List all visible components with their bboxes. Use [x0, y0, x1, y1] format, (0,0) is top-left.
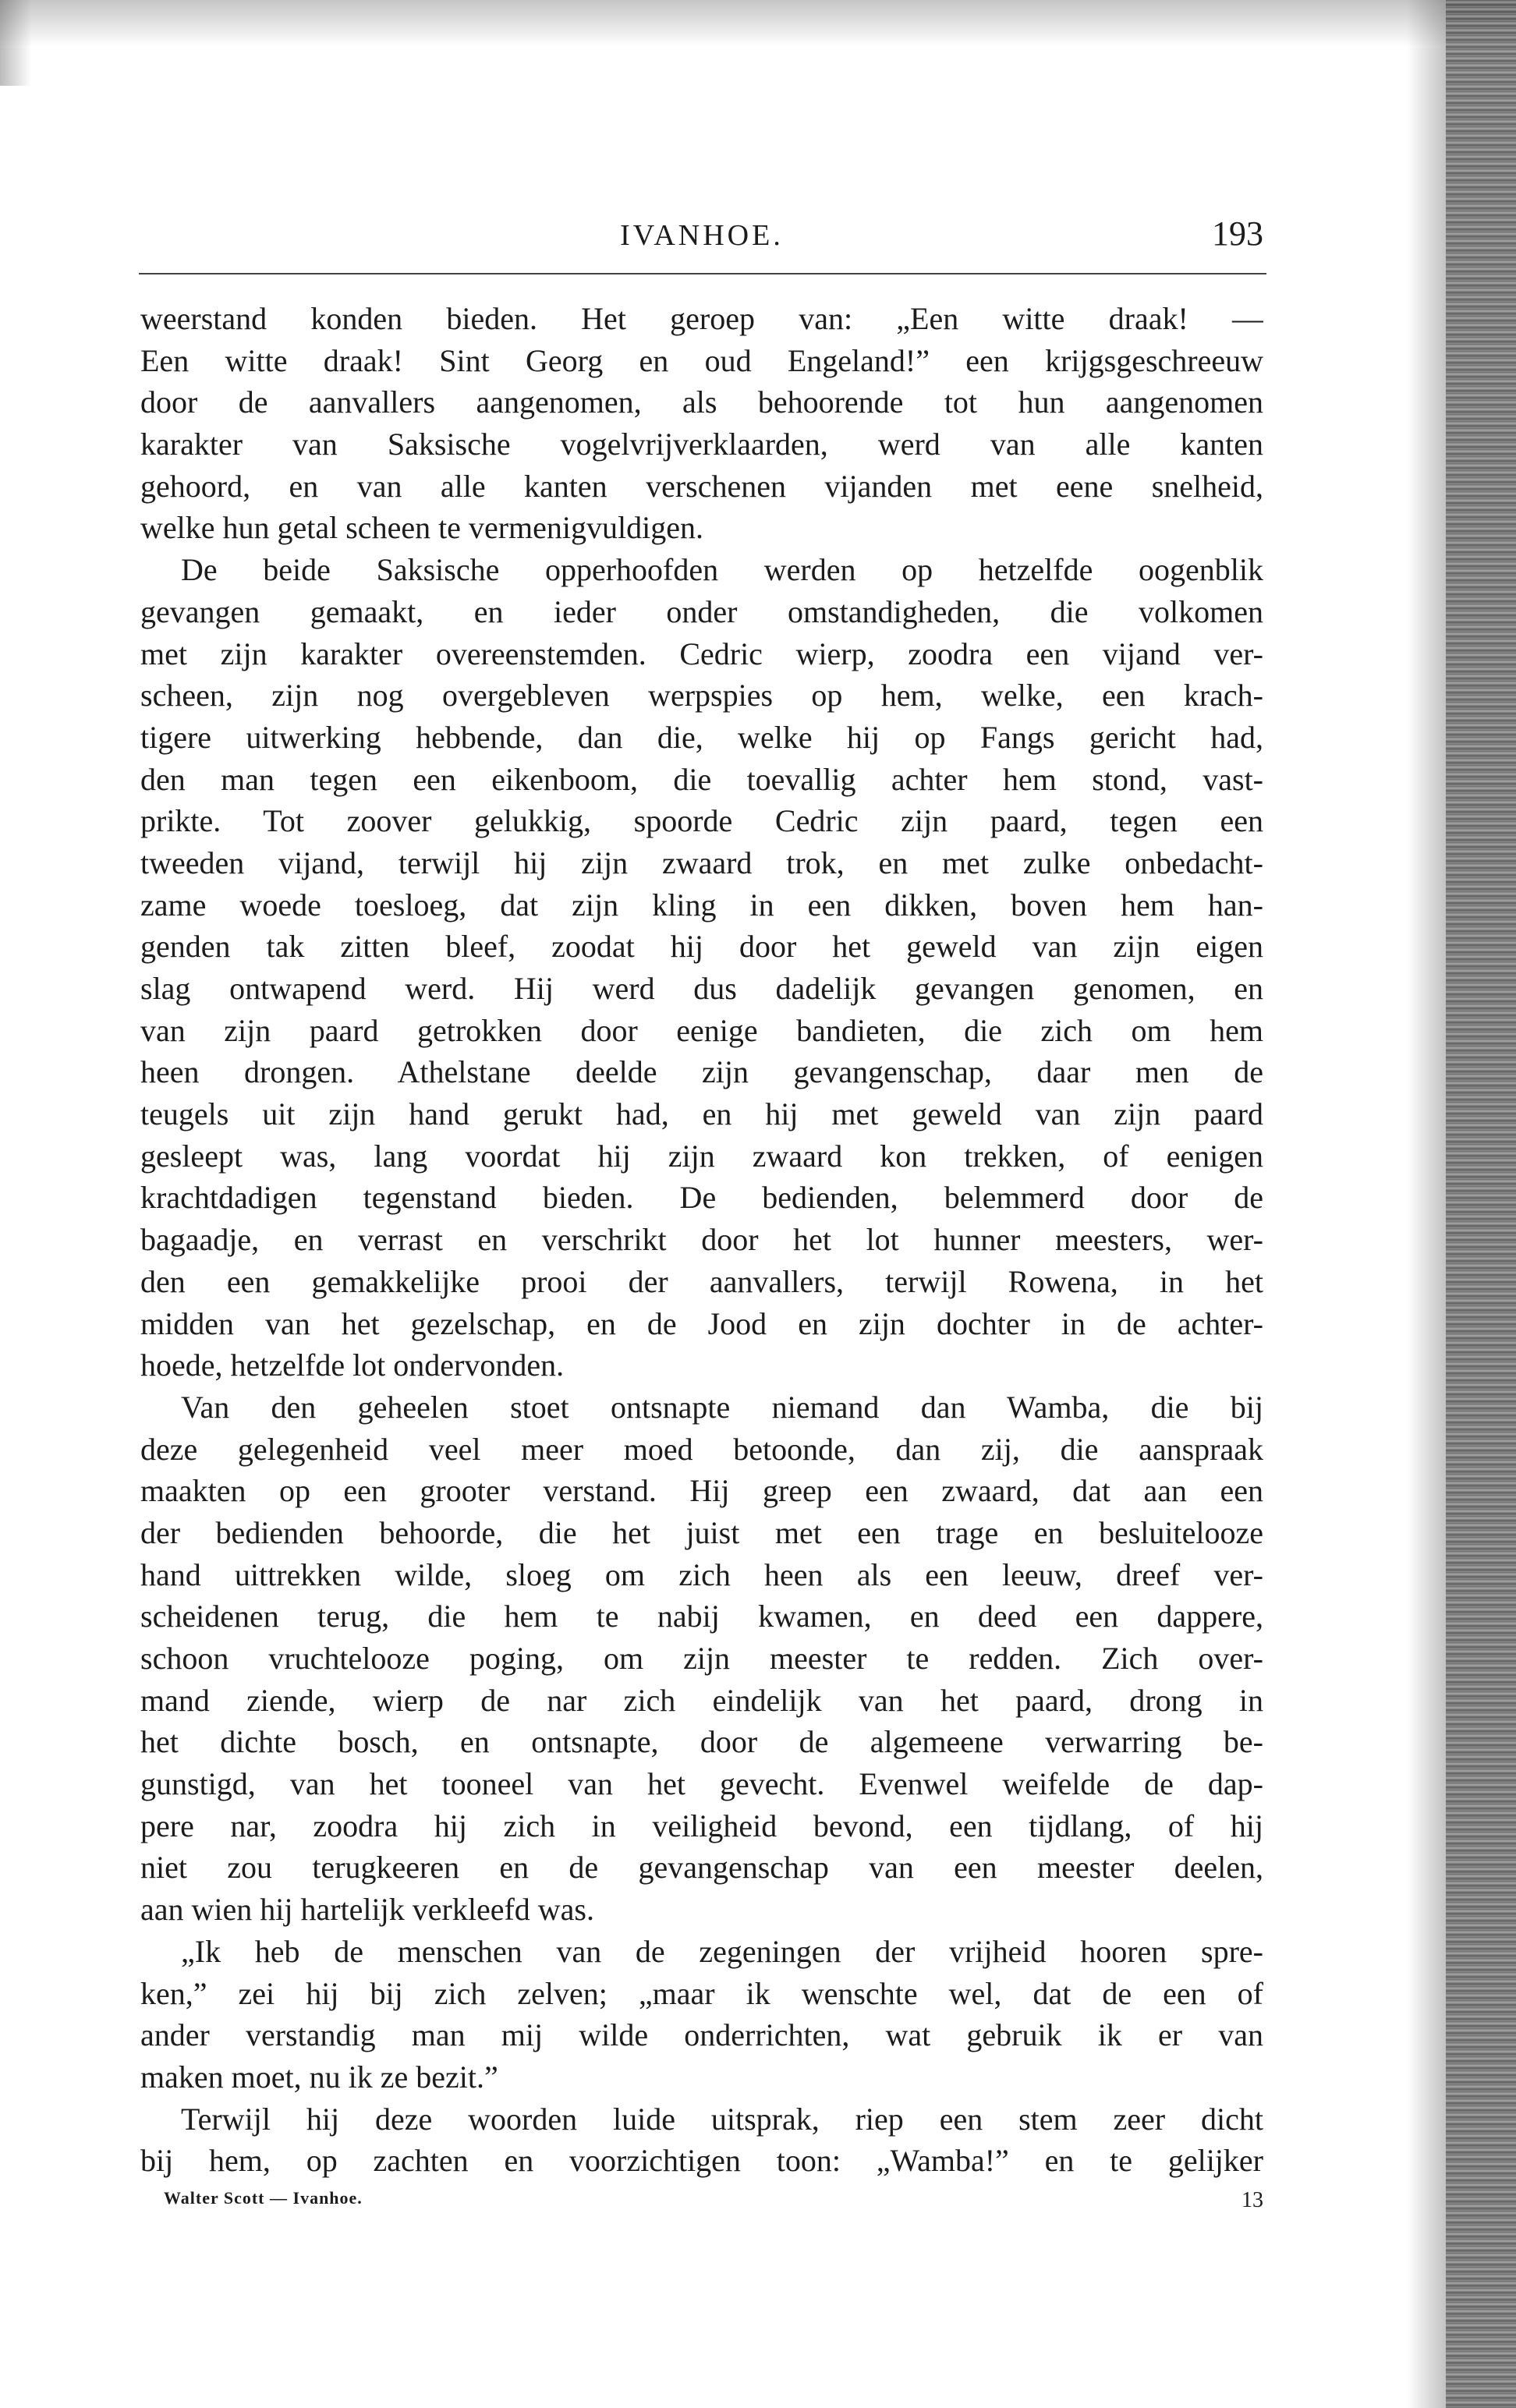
text-line: ander verstandig man mij wilde onderrichten, wat gebruik ik er van [140, 2017, 1263, 2053]
scan-edge-right-shadow [1407, 0, 1446, 2408]
text-line: tweeden vijand, terwijl hij zijn zwaard trok, en met zulke onbedacht- [140, 845, 1263, 880]
text-line: gunstigd, van het tooneel van het gevecht. Evenwel weifelde de dap- [140, 1766, 1263, 1802]
text-line: door de aanvallers aangenomen, als behoorende tot hun aangenomen [140, 384, 1263, 420]
text-line: der bedienden behoorde, die het juist met een trage en besluitelooze [140, 1514, 1263, 1550]
text-line: weerstand konden bieden. Het geroep van: „Een witte draak! — [140, 301, 1263, 336]
text-line: maken moet, nu ik ze bezit.” [140, 2059, 498, 2095]
footer-source: Walter Scott — Ivanhoe. [164, 2188, 363, 2208]
scan-edge-top [0, 0, 1516, 47]
text-line: aan wien hij hartelijk verkleefd was. [140, 1892, 594, 1928]
text-line: van zijn paard getrokken door eenige bandieten, die zich om hem [140, 1012, 1263, 1048]
text-line: midden van het gezelschap, en de Jood en zijn dochter in de achter- [140, 1305, 1263, 1341]
body-text [140, 298, 1263, 2182]
page-header [140, 214, 1263, 265]
text-line: prikte. Tot zoover gelukkig, spoorde Cedric zijn paard, tegen een [140, 803, 1263, 839]
text-line: heen drongen. Athelstane deelde zijn gevangenschap, daar men de [140, 1054, 1263, 1090]
running-title: IVANHOE. [620, 219, 784, 252]
text-line: De beide Saksische opperhoofden werden op hetzelfde oogenblik [181, 552, 1263, 588]
scan-edge-left [0, 0, 31, 86]
text-line: zame woede toesloeg, dat zijn kling in een dikken, boven hem han- [140, 887, 1263, 922]
page-number: 193 [1212, 214, 1263, 253]
text-line: Terwijl hij deze woorden luide uitsprak, riep een stem zeer dicht [181, 2101, 1263, 2137]
text-line: den een gemakkelijke prooi der aanvallers, terwijl Rowena, in het [140, 1263, 1263, 1299]
text-line: met zijn karakter overeenstemden. Cedric wierp, zoodra een vijand ver- [140, 636, 1263, 671]
text-line: gesleept was, lang voordat hij zijn zwaard kon trekken, of eenigen [140, 1138, 1263, 1174]
text-line: slag ontwapend werd. Hij werd dus dadelijk gevangen genomen, en [140, 971, 1263, 1006]
text-line: bagaadje, en verrast en verschrikt door het lot hunner meesters, wer- [140, 1222, 1263, 1258]
text-line: „Ik heb de menschen van de zegeningen der vrijheid hooren spre- [181, 1933, 1263, 1969]
signature-mark: 13 [1241, 2188, 1263, 2212]
text-line: genden tak zitten bleef, zoodat hij door het geweld van zijn eigen [140, 929, 1263, 965]
text-line: welke hun getal scheen te vermenigvuldigen. [140, 510, 703, 546]
text-line: het dichte bosch, en ontsnapte, door de algemeene verwarring be- [140, 1724, 1263, 1760]
text-line: Van den geheelen stoet ontsnapte niemand dan Wamba, die bij [181, 1389, 1263, 1425]
text-line: scheen, zijn nog overgebleven werpspies op hem, welke, een krach- [140, 678, 1263, 714]
text-line: krachtdadigen tegenstand bieden. De bedienden, belemmerd door de [140, 1180, 1263, 1216]
text-line: mand ziende, wierp de nar zich eindelijk van het paard, drong in [140, 1682, 1263, 1718]
page-footer [164, 2188, 1263, 2219]
text-line: maakten op een grooter verstand. Hij greep een zwaard, dat aan een [140, 1473, 1263, 1509]
text-line: pere nar, zoodra hij zich in veiligheid bevond, een tijdlang, of hij [140, 1808, 1263, 1843]
text-line: hand uittrekken wilde, sloeg om zich heen als een leeuw, dreef ver- [140, 1556, 1263, 1592]
header-rule [139, 273, 1266, 274]
text-line: hoede, hetzelfde lot ondervonden. [140, 1347, 565, 1383]
text-line: scheidenen terug, die hem te nabij kwamen, en deed een dappere, [140, 1599, 1263, 1634]
text-line: teugels uit zijn hand gerukt had, en hij met geweld van zijn paard [140, 1096, 1263, 1132]
text-line: schoon vruchtelooze poging, om zijn meester te redden. Zich over- [140, 1641, 1263, 1676]
text-line: tigere uitwerking hebbende, dan die, welke hij op Fangs gericht had, [140, 719, 1263, 755]
text-line: bij hem, op zachten en voorzichtigen toon: „Wamba!” en te gelijker [140, 2143, 1263, 2179]
text-line: niet zou terugkeeren en de gevangenschap van een meester deelen, [140, 1850, 1263, 1886]
text-line: Een witte draak! Sint Georg en oud Engeland!” een krijgsgeschreeuw [140, 342, 1263, 378]
text-line: karakter van Saksische vogelvrijverklaarden, werd van alle kanten [140, 427, 1263, 462]
text-line: den man tegen een eikenboom, die toevallig achter hem stond, vast- [140, 761, 1263, 797]
text-line: ken,” zei hij bij zich zelven; „maar ik wenschte wel, dat de een of [140, 1975, 1263, 2011]
text-line: deze gelegenheid veel meer moed betoonde, dan zij, die aanspraak [140, 1431, 1263, 1467]
scan-edge-right [1446, 0, 1516, 2408]
text-line: gehoord, en van alle kanten verschenen vijanden met eene snelheid, [140, 468, 1263, 504]
text-line: gevangen gemaakt, en ieder onder omstandigheden, die volkomen [140, 593, 1263, 629]
